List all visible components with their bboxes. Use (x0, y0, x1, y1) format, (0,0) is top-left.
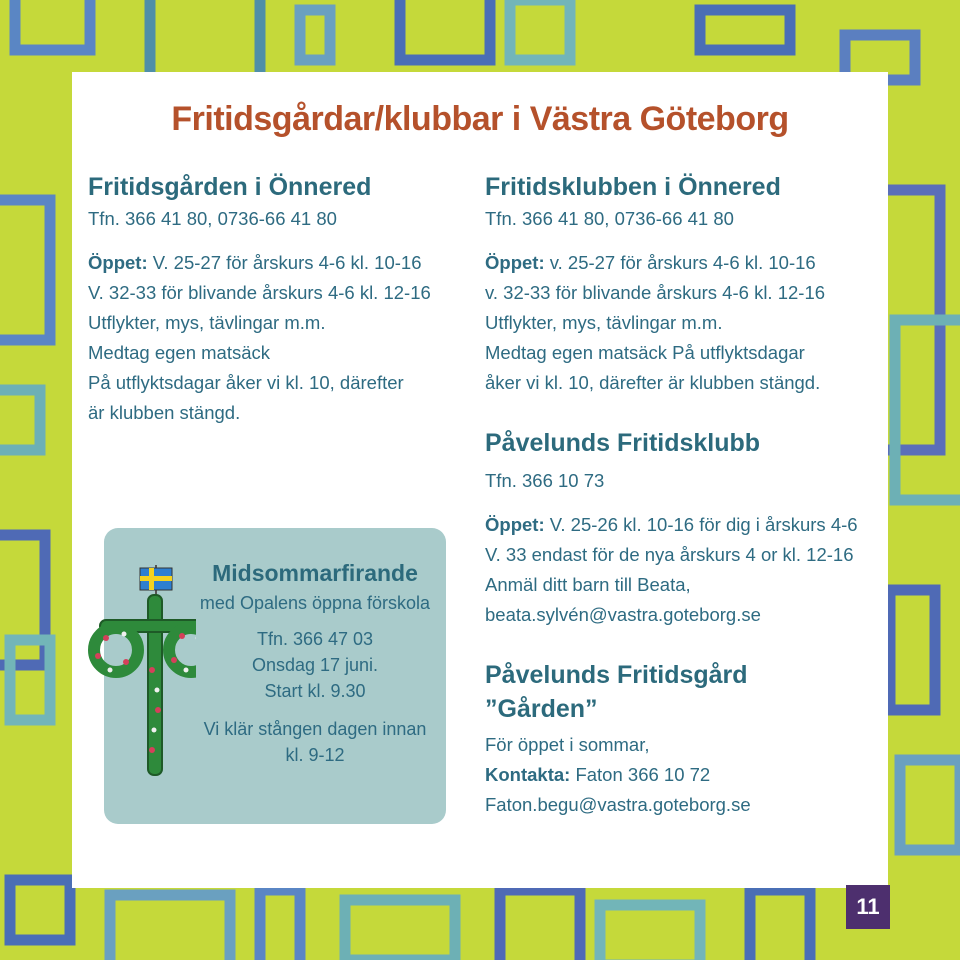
open-hours-line-2: V. 32-33 för blivande årskurs 4-6 kl. 12-16 (88, 282, 431, 303)
email-link[interactable]: Faton.begu@vastra.goteborg.se (485, 794, 751, 815)
section-heading: Påvelunds Fritidsklubb (485, 429, 761, 457)
midsummer-heading: Midsommarfirande (212, 560, 418, 586)
open-hours-line-2: V. 33 endast för de nya årskurs 4 or kl. 12-16 (485, 544, 854, 565)
midsummer-note: kl. 9-12 (285, 745, 345, 765)
info-line: åker vi kl. 10, därefter är klubben stängd. (485, 372, 821, 393)
open-hours-line-1: Öppet: v. 25-27 för årskurs 4-6 kl. 10-16 (485, 252, 816, 273)
midsummer-subtitle: med Opalens öppna förskola (199, 593, 431, 613)
info-line: Medtag egen matsäck (88, 342, 271, 363)
contact-line: Kontakta: Faton 366 10 72 (485, 764, 711, 785)
page-title: Fritidsgårdar/klubbar i Västra Göteborg (171, 100, 789, 138)
info-line: är klubben stängd. (88, 402, 241, 423)
open-hours-line-1: Öppet: V. 25-27 för årskurs 4-6 kl. 10-16 (88, 252, 422, 273)
phone: Tfn. 366 41 80, 0736-66 41 80 (485, 208, 734, 229)
info-line: Utflykter, mys, tävlingar m.m. (88, 312, 326, 333)
section-heading: Fritidsgården i Önnered (88, 173, 372, 201)
section-fritidsgarden-onnered (88, 170, 458, 428)
info-line: För öppet i sommar, (485, 734, 650, 755)
section-heading: Fritidsklubben i Önnered (485, 173, 781, 201)
midsummer-date: Onsdag 17 juni. (251, 655, 379, 675)
section-heading: ”Gården” (485, 695, 598, 723)
info-line: Anmäl ditt barn till Beata, (485, 574, 691, 595)
phone: Tfn. 366 41 80, 0736-66 41 80 (88, 208, 337, 229)
midsummer-note: Vi klär stången dagen innan (203, 719, 427, 739)
open-hours-line-2: v. 32-33 för blivande årskurs 4-6 kl. 12-16 (485, 282, 826, 303)
midsummer-phone: Tfn. 366 47 03 (256, 629, 374, 649)
email-link[interactable]: beata.sylvén@vastra.goteborg.se (485, 604, 761, 625)
info-line: Medtag egen matsäck På utflyktsdagar (485, 342, 805, 363)
midsummer-text (180, 560, 450, 768)
open-hours-line-1: Öppet: V. 25-26 kl. 10-16 för dig i årskurs 4-6 (485, 514, 858, 535)
midsummer-start: Start kl. 9.30 (264, 681, 366, 701)
right-column (485, 170, 880, 820)
info-line: Utflykter, mys, tävlingar m.m. (485, 312, 723, 333)
info-line: På utflyktsdagar åker vi kl. 10, därefter (88, 372, 404, 393)
section-heading: Påvelunds Fritidsgård (485, 661, 748, 689)
page-number: 11 (846, 885, 890, 929)
phone: Tfn. 366 10 73 (485, 470, 605, 491)
